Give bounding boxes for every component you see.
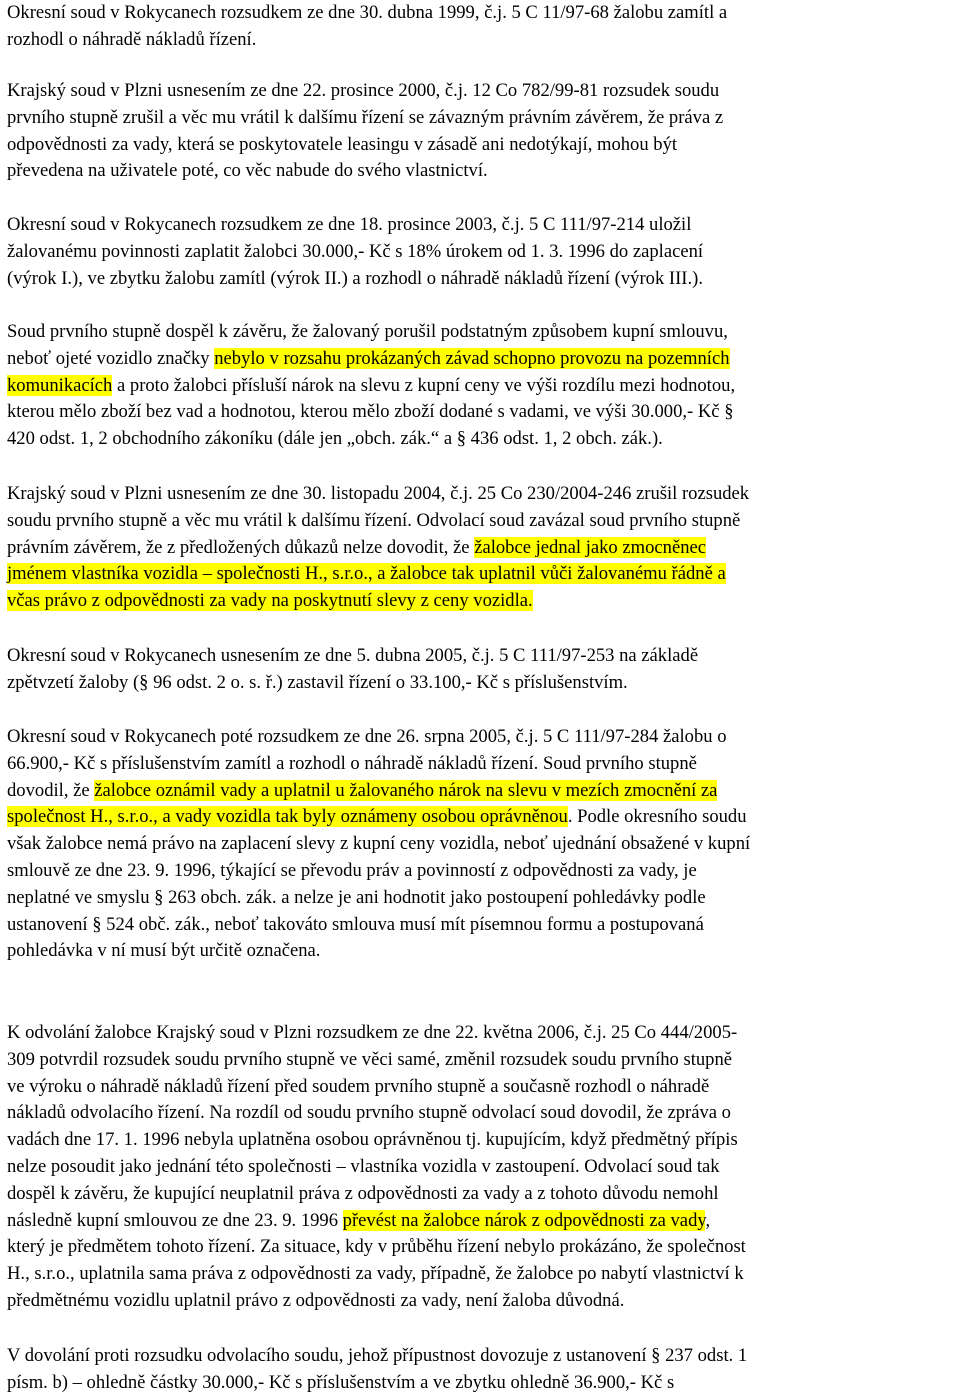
paragraph-judgment-2003 xyxy=(7,212,957,292)
text-line xyxy=(7,1208,957,1235)
text-run: pohledávka v ní musí být určitě označena. xyxy=(7,940,321,962)
text-run: vadách dne 17. 1. 1996 nebyla uplatněna osobou oprávněnou tj. kupujícím, když předmětný přípis xyxy=(7,1129,738,1151)
highlighted-text: komunikacích xyxy=(7,374,113,396)
text-run: předmětnému vozidlu uplatnil právo z odpovědnosti za vady, není žaloba důvodná. xyxy=(7,1289,625,1311)
text-line xyxy=(7,643,957,670)
text-line xyxy=(7,399,957,426)
text-line xyxy=(7,751,957,778)
text-run: 309 potvrdil rozsudek soudu prvního stupně ve věci samé, změnil rozsudek soudu prvního stupně xyxy=(7,1048,733,1070)
text-run: smlouvě ze dne 23. 9. 1996, týkající se převodu práv a povinností z odpovědnosti za vady, je xyxy=(7,859,697,881)
text-line xyxy=(7,535,957,562)
text-line xyxy=(7,1370,957,1397)
text-run: následně kupní smlouvou ze dne 23. 9. 1996 xyxy=(7,1209,343,1231)
text-run: dospěl k závěru, že kupující neuplatnil práva z odpovědnosti za vady a z tohoto důvodu nemohl xyxy=(7,1182,719,1204)
text-run: Krajský soud v Plzni usnesením ze dne 22. prosince 2000, č.j. 12 Co 782/99-81 rozsudek soudu xyxy=(7,80,720,101)
paragraph-appeal-2004 xyxy=(7,481,957,615)
text-line xyxy=(7,912,957,939)
text-run: odpovědnosti za vady, která se poskytovatele leasingu v zásadě ani nedotýkají, mohou být xyxy=(7,133,678,155)
text-line xyxy=(7,132,957,159)
text-run: Okresní soud v Rokycanech rozsudkem ze dne 30. dubna 1999, č.j. 5 C 11/97-68 žalobu zamítl a xyxy=(7,2,728,23)
text-line xyxy=(7,670,957,697)
text-run: ve výroku o náhradě nákladů řízení před soudem prvního stupně a současně rozhodl o náhradě xyxy=(7,1075,710,1097)
text-run: Okresní soud v Rokycanech usnesením ze dne 5. dubna 2005, č.j. 5 C 111/97-253 na základě xyxy=(7,645,699,666)
text-run: však žalobce nemá právo na zaplacení slevy z kupní ceny vozidla, neboť ujednání obsažené v kupní xyxy=(7,833,751,855)
paragraph-first-instance-1999 xyxy=(7,0,957,54)
highlighted-text: převést na žalobce nárok z odpovědnosti za vady xyxy=(342,1209,706,1231)
text-line xyxy=(7,1288,957,1315)
text-line xyxy=(7,858,957,885)
text-line xyxy=(7,508,957,535)
text-line xyxy=(7,158,957,185)
text-line xyxy=(7,27,957,54)
text-line xyxy=(7,266,957,293)
text-run: . Podle okresního soudu xyxy=(567,806,747,828)
text-line xyxy=(7,938,957,965)
text-run: ustanovení § 524 obč. zák., neboť takováto smlouva musí mít písemnou formu a postupovaná xyxy=(7,913,704,935)
text-run: a proto žalobci přísluší nárok na slevu z kupní ceny ve výši rozdílu mezi hodnotou, xyxy=(112,374,736,396)
paragraph-discontinuance-2005 xyxy=(7,643,957,697)
text-run: , xyxy=(705,1209,711,1231)
text-line xyxy=(7,885,957,912)
text-run: K odvolání žalobce Krajský soud v Plzni rozsudkem ze dne 22. května 2006, č.j. 25 Co 444/2005- xyxy=(7,1022,738,1043)
text-run: žalovanému povinnosti zaplatit žalobci 30.000,- Kč s 18% úrokem od 1. 3. 1996 do zaplacení xyxy=(7,240,704,262)
paragraph-appeal-2000 xyxy=(7,78,957,185)
text-run: (výrok I.), ve zbytku žalobu zamítl (výrok II.) a rozhodl o náhradě nákladů řízení (výrok III.). xyxy=(7,267,703,289)
text-line xyxy=(7,373,957,400)
text-line xyxy=(7,0,957,27)
text-run: rozhodl o náhradě nákladů řízení. xyxy=(7,28,257,50)
text-run: písm. b) – ohledně částky 30.000,- Kč s příslušenstvím a ve zbytku ohledně 36.900,- Kč s xyxy=(7,1371,675,1393)
text-line xyxy=(7,105,957,132)
text-line xyxy=(7,1074,957,1101)
text-line xyxy=(7,1181,957,1208)
text-line xyxy=(7,561,957,588)
highlighted-text: žalobce oznámil vady a uplatnil u žalovaného nárok na slevu v mezích zmocnění za xyxy=(94,779,718,801)
text-line xyxy=(7,481,957,508)
highlighted-text: nebylo v rozsahu prokázaných závad schopno provozu na pozemních xyxy=(214,347,730,369)
text-line xyxy=(7,212,957,239)
text-line xyxy=(7,1343,957,1370)
highlighted-text: společnost H., s.r.o., a vady vozidla tak byly oznámeny osobou oprávněnou xyxy=(7,806,568,828)
text-line xyxy=(7,346,957,373)
text-run: neplatné ve smyslu § 263 obch. zák. a nelze je ani hodnotit jako postoupení pohledávky podle xyxy=(7,886,706,908)
text-run: neboť ojeté vozidlo značky xyxy=(7,347,215,369)
text-line xyxy=(7,319,957,346)
text-run: Okresní soud v Rokycanech poté rozsudkem ze dne 26. srpna 2005, č.j. 5 C 111/97-284 žalobu o xyxy=(7,726,727,747)
text-run: kterou mělo zboží bez vad a hodnotou, kterou mělo zboží dodané s vadami, ve výši 30.000,- Kč § xyxy=(7,401,734,423)
paragraph-first-instance-reasoning xyxy=(7,319,957,453)
text-line xyxy=(7,1154,957,1181)
text-run: 66.900,- Kč s příslušenstvím zamítl a rozhodl o náhradě nákladů řízení. Soud prvního stupně xyxy=(7,752,697,774)
highlighted-text: jménem vlastníka vozidla – společnosti H., s.r.o., a žalobce tak uplatnil vůči žalovanému řádně a xyxy=(7,563,726,585)
text-run: dovodil, že xyxy=(7,779,95,801)
text-line xyxy=(7,804,957,831)
text-line xyxy=(7,1261,957,1288)
text-run: 420 odst. 1, 2 obchodního zákoníku (dále jen „obch. zák.“ a § 436 odst. 1, 2 obch. zák.). xyxy=(7,428,663,450)
text-line xyxy=(7,78,957,105)
text-line xyxy=(7,588,957,615)
text-line xyxy=(7,1047,957,1074)
text-run: Soud prvního stupně dospěl k závěru, že žalovaný porušil podstatným způsobem kupní smlouvu, xyxy=(7,321,728,342)
text-line xyxy=(7,831,957,858)
text-line xyxy=(7,1234,957,1261)
highlighted-text: žalobce jednal jako zmocněnec xyxy=(474,536,706,558)
text-run: převedena na uživatele poté, co věc nabude do svého vlastnictví. xyxy=(7,160,488,182)
text-line xyxy=(7,426,957,453)
text-run: Okresní soud v Rokycanech rozsudkem ze dne 18. prosince 2003, č.j. 5 C 111/97-214 uložil xyxy=(7,214,692,235)
paragraph-appeal-2006 xyxy=(7,1020,957,1315)
text-run: H., s.r.o., uplatnila sama práva z odpovědnosti za vady, případně, že žalobce po nabytí vlastnictví k xyxy=(7,1263,744,1285)
text-run: Krajský soud v Plzni usnesením ze dne 30. listopadu 2004, č.j. 25 Co 230/2004-246 zrušil rozsudek xyxy=(7,483,750,504)
text-line xyxy=(7,1100,957,1127)
text-run: nákladů odvolacího řízení. Na rozdíl od soudu prvního stupně odvolací soud dovodil, že zpráva o xyxy=(7,1102,731,1124)
text-run: V dovolání proti rozsudku odvolacího soudu, jehož přípustnost dovozuje z ustanovení § 237 odst. 1 xyxy=(7,1345,748,1366)
text-run: prvního stupně zrušil a věc mu vrátil k dalšímu řízení se závazným právním závěrem, že práva z xyxy=(7,106,724,128)
text-line xyxy=(7,239,957,266)
highlighted-text: včas právo z odpovědnosti za vady na poskytnutí slevy z ceny vozidla. xyxy=(7,590,533,612)
text-run: nelze posoudit jako jednání této společnosti – vlastníka vozidla v zastoupení. Odvolací soud tak xyxy=(7,1155,720,1177)
paragraph-judgment-2005 xyxy=(7,724,957,965)
text-line xyxy=(7,724,957,751)
text-line xyxy=(7,778,957,805)
text-run: právním závěrem, že z předložených důkazů nelze dovodit, že xyxy=(7,536,475,558)
text-line xyxy=(7,1127,957,1154)
text-run: který je předmětem tohoto řízení. Za situace, kdy v průběhu řízení nebylo prokázáno, že společnost xyxy=(7,1236,746,1258)
text-line xyxy=(7,1020,957,1047)
paragraph-extraordinary-appeal xyxy=(7,1343,957,1397)
text-run: soudu prvního stupně a věc mu vrátil k dalšímu řízení. Odvolací soud zavázal soud prvního stupně xyxy=(7,509,741,531)
text-run: zpětvzetí žaloby (§ 96 odst. 2 o. s. ř.) zastavil řízení o 33.100,- Kč s příslušenstvím. xyxy=(7,671,628,693)
